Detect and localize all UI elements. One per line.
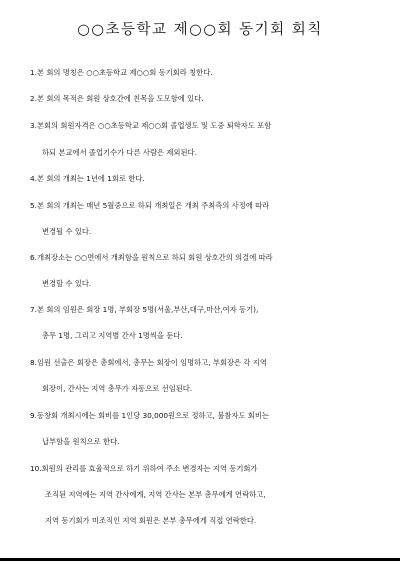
clause-6-line-2: 변경할 수 있다. [42, 279, 92, 288]
clause-7-line-1: 7.본 회의 임원은 회장 1명, 부회장 5명(서울,부산,대구,마산,여자 동기), [30, 305, 259, 314]
clause-5-line-1: 5.본 회의 개최는 매년 5월중으로 하되 개최일은 개최 주최측의 사정에 따라 [30, 201, 270, 210]
clause-10-line-2: 조직된 지역에는 지역 간사에게, 지역 간사는 본부 총무에게 연락하고, [45, 490, 266, 499]
clause-8-line-2: 회장이, 간사는 지역 총무가 자동으로 선임된다. [42, 384, 193, 393]
clause-2-line-1: 2.본 회의 목적은 회원 상호간에 친목을 도모함에 있다. [30, 94, 204, 103]
clause-10-line-3: 지역 동기회가 미조직인 지역 회원은 본부 총무에게 직접 연락한다. [45, 516, 257, 525]
bottom-divider [0, 558, 400, 561]
clause-5-line-2: 변경될 수 있다. [42, 227, 92, 236]
clause-9-line-1: 9.동창회 개최시에는 회비를 1인당 30,000원으로 정하고, 불참자도 회비는 [30, 411, 269, 420]
clause-4-line-1: 4.본 회의 개최는 1년에 1회로 한다. [30, 174, 145, 183]
clause-6-line-1: 6.개최장소는 ○○면에서 개최함을 원칙으로 하되 회원 상호간의 의결에 따라 [30, 253, 273, 262]
page-title: ○○초등학교 제○○회 동기회 회칙 [77, 22, 323, 38]
clause-10-line-1: 10.회원의 관리를 효율적으로 하기 위하여 주소 변경자는 지역 동기회가 [30, 464, 258, 473]
clause-3-line-1: 3.본회의 회원자격은 ○○초등학교 제○○회 졸업생도 및 도중 퇴학자도 포함 [30, 121, 272, 130]
clause-3-line-2: 하되 본교에서 졸업기수가 다른 사람은 제외된다. [42, 148, 197, 157]
clause-7-line-2: 총무 1명, 그리고 지역별 간사 1명씩을 둔다. [42, 331, 183, 340]
clause-8-line-1: 8.임원 선출은 회장은 총회에서, 총무는 회장이 임명하고, 부회장은 각 지역 [30, 358, 267, 367]
clause-1-line-1: 1.본 회의 명칭은 ○○초등학교 제○○회 동기회라 칭한다. [30, 68, 213, 77]
clause-9-line-2: 납부함을 원칙으로 한다. [42, 437, 120, 446]
